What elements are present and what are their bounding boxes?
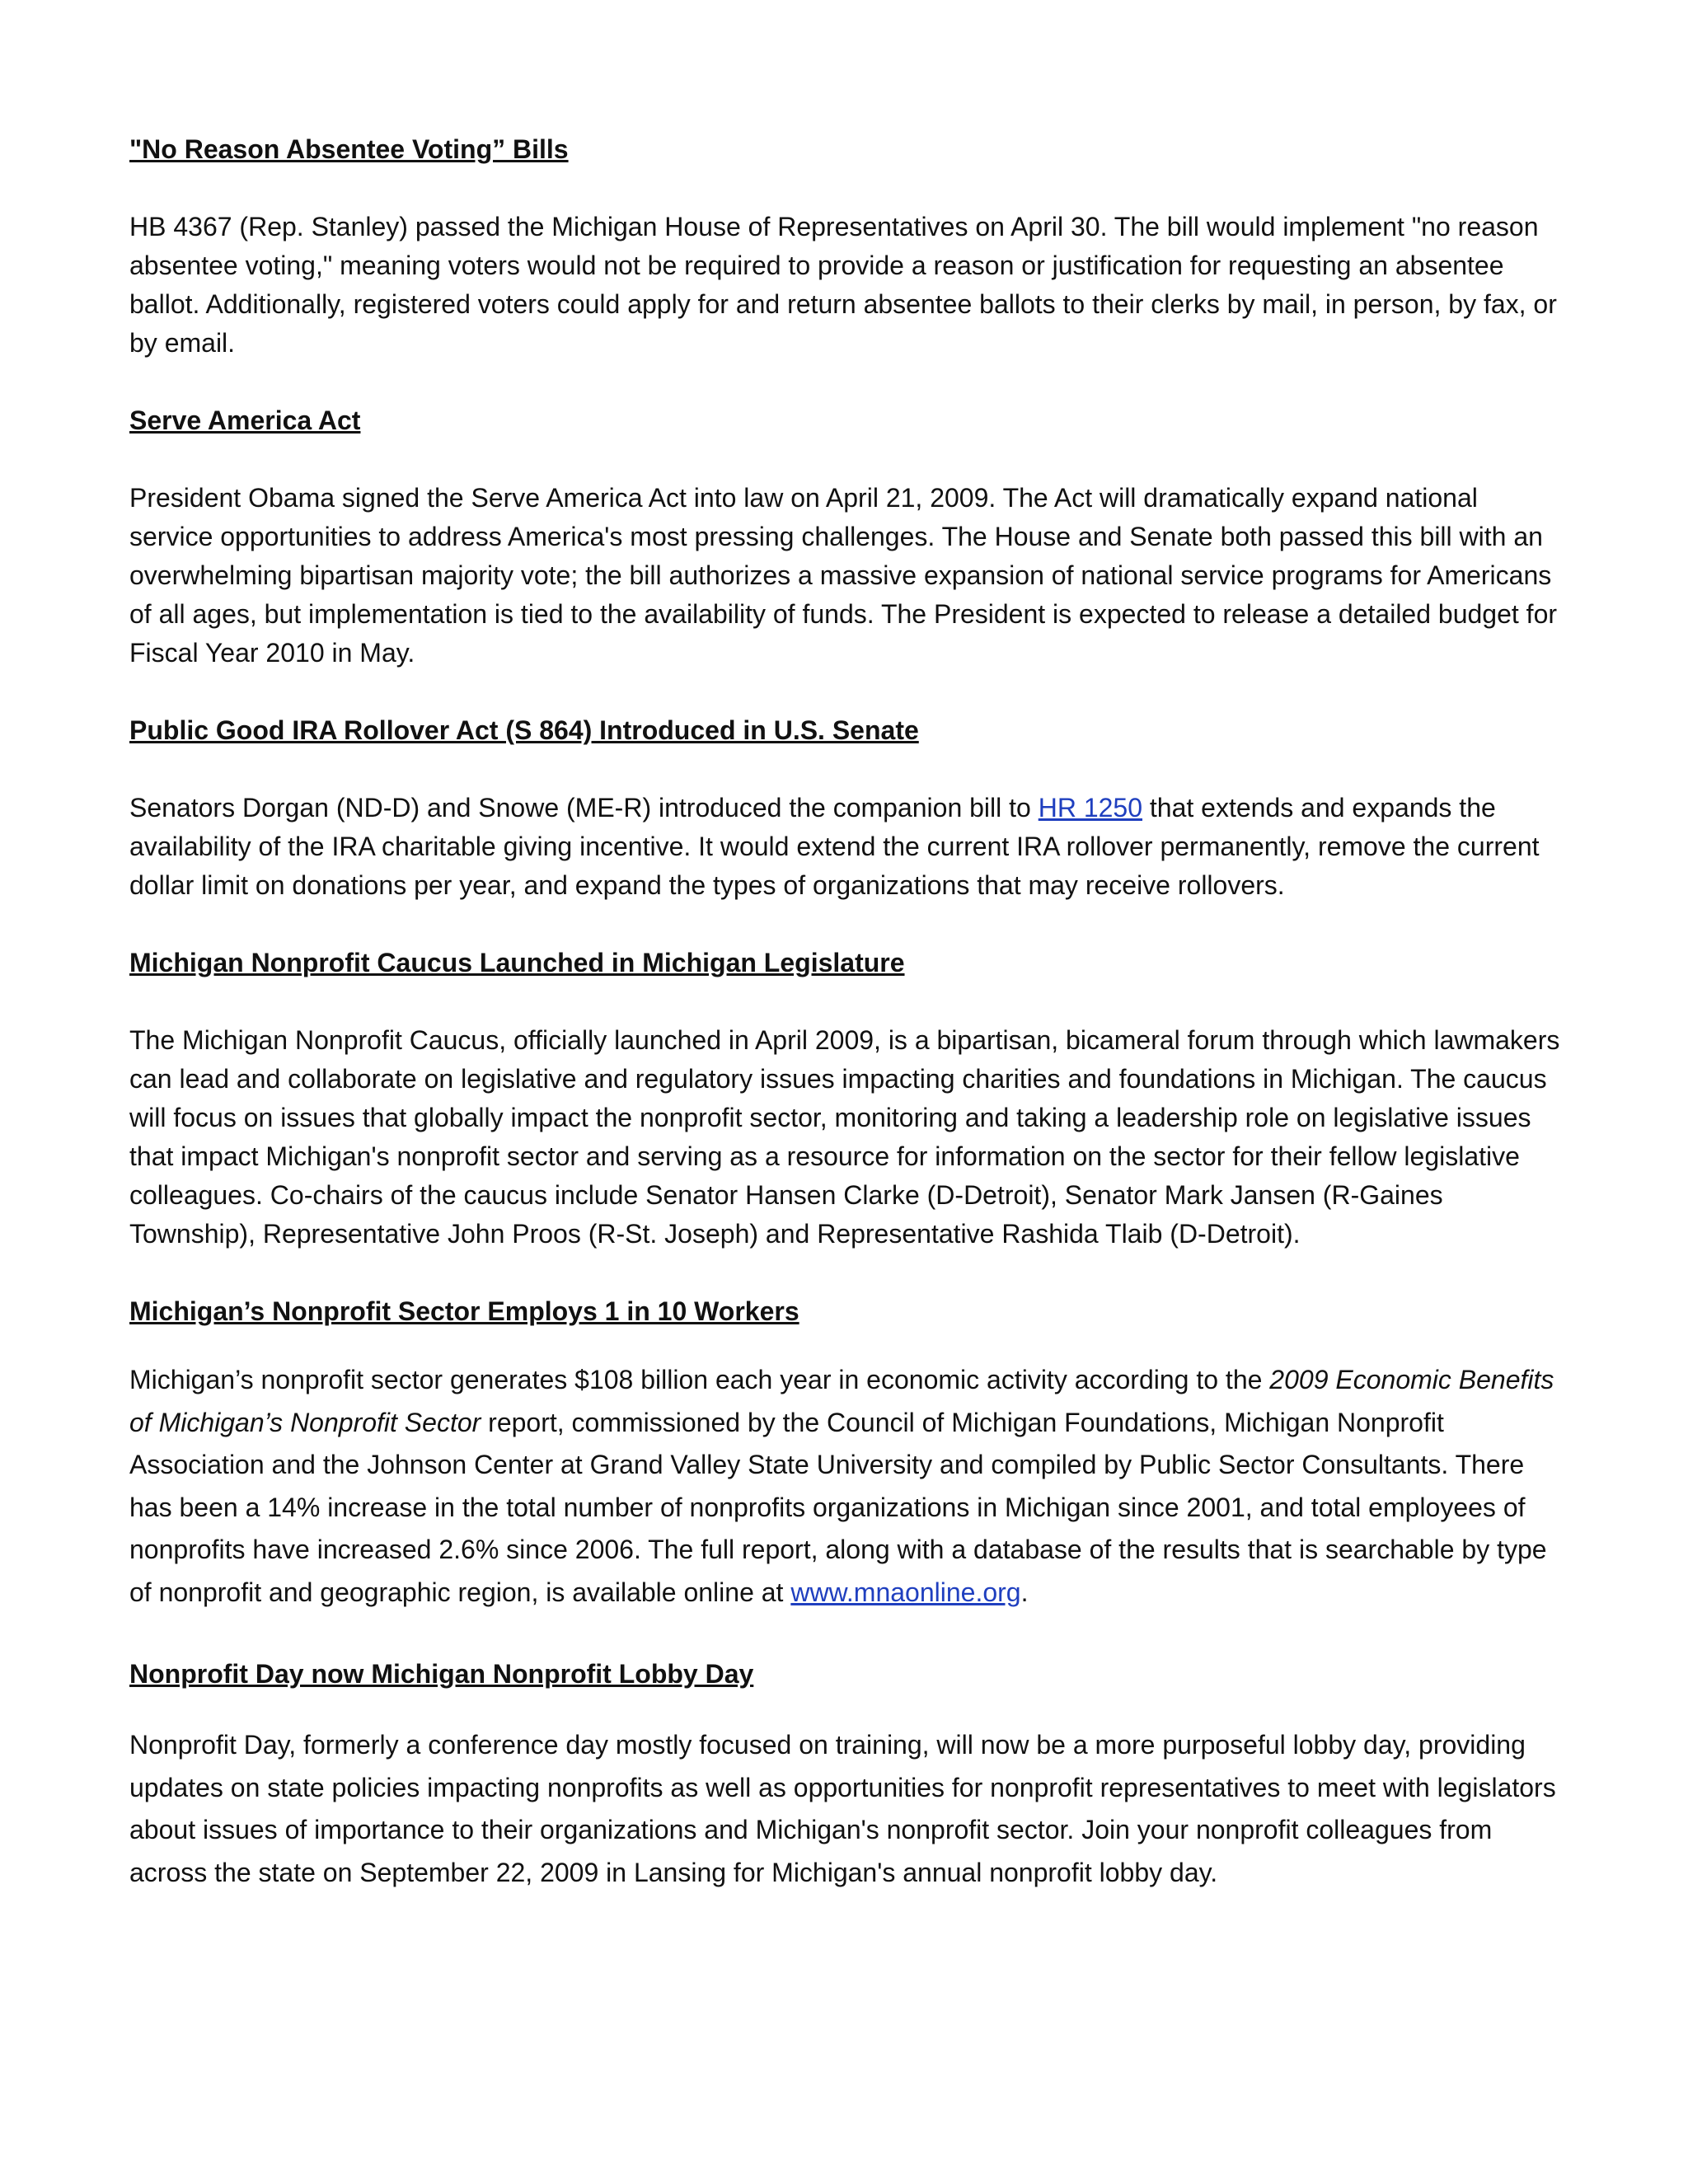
section-body-lobby-day: Nonprofit Day, formerly a conference day mostly focused on training, will now be a more purposeful lobby day, providing updates on state policies impacting nonprofits as well as opportunities for nonprofit representatives to meet with legislators about issues of importance to their organizations and Michigan's nonprofit sector. Join your nonprofit colleagues from across the state on September 22, 2009 in Lansing for Michigan's annual nonprofit lobby day. — [129, 1730, 1556, 1887]
section-body-ira-rollover — [129, 789, 1564, 905]
ira-body-text-start: Senators Dorgan (ND-D) and Snowe (ME-R) introduced the companion bill to — [129, 793, 1039, 823]
hr-1250-link[interactable]: HR 1250 — [1038, 793, 1143, 823]
document-page — [129, 130, 1564, 1894]
section-title-nonprofit-sector-employs: Michigan’s Nonprofit Sector Employs 1 in 10 Workers — [129, 1296, 799, 1326]
mnaonline-link[interactable]: www.mnaonline.org — [790, 1577, 1021, 1607]
section-body-nonprofit-sector-employs — [129, 1359, 1564, 1614]
section-title-serve-america-act: Serve America Act — [129, 405, 361, 435]
section-body-nonprofit-caucus: The Michigan Nonprofit Caucus, officially launched in April 2009, is a bipartisan, bicameral forum through which lawmakers can lead and collaborate on legislative and regulatory issues impacting charities and foundations in Michigan. The caucus will focus on issues that globally impact the nonprofit sector, monitoring and taking a leadership role on legislative issues that impact Michigan's nonprofit sector and serving as a resource for information on the sector for their fellow legislative colleagues. Co-chairs of the caucus include Senator Hansen Clarke (D-Detroit), Senator Mark Jansen (R-Gaines Township), Representative John Proos (R-St. Joseph) and Representative Rashida Tlaib (D-Detroit). — [129, 1025, 1560, 1249]
sector-body-text-start: Michigan’s nonprofit sector generates $108 billion each year in economic activity according to the — [129, 1365, 1270, 1394]
section-body-serve-america-act: President Obama signed the Serve America Act into law on April 21, 2009. The Act will dramatically expand national service opportunities to address America's most pressing challenges. The House and Senate both passed this bill with an overwhelming bipartisan majority vote; the bill authorizes a massive expansion of national service programs for Americans of all ages, but implementation is tied to the availability of funds. The President is expected to release a detailed budget for Fiscal Year 2010 in May. — [129, 483, 1558, 668]
section-title-nonprofit-caucus: Michigan Nonprofit Caucus Launched in Michigan Legislature — [129, 948, 905, 977]
sector-body-text-end: . — [1020, 1577, 1029, 1607]
section-title-lobby-day: Nonprofit Day now Michigan Nonprofit Lobby Day — [129, 1659, 754, 1689]
sector-body-text-middle: report, commissioned by the Council of Michigan Foundations, Michigan Nonprofit Association and the Johnson Center at Grand Valley State University and compiled by Public Sector Consultants. There has been a 14% increase in the total number of nonprofits organizations in Michigan since 2001, and total employees of nonprofits have increased 2.6% since 2006. The full report, along with a database of the results that is searchable by type of nonprofit and geographic region, is available online at — [129, 1407, 1547, 1607]
ira-body-text-end: that extends and expands the availability of the IRA charitable giving incentive. It would extend the current IRA rollover permanently, remove the current dollar limit on donations per year, and expand the types of organizations that may receive rollovers. — [129, 793, 1540, 900]
section-body-absentee-voting: HB 4367 (Rep. Stanley) passed the Michigan House of Representatives on April 30. The bill would implement "no reason absentee voting," meaning voters would not be required to provide a reason or justification for requesting an absentee ballot. Additionally, registered voters could apply for and return absentee ballots to their clerks by mail, in person, by fax, or by email. — [129, 212, 1557, 358]
report-title-italic: 2009 Economic Benefits of Michigan’s Nonprofit Sector — [129, 1365, 1554, 1437]
section-title-absentee-voting: "No Reason Absentee Voting” Bills — [129, 134, 569, 164]
section-title-ira-rollover: Public Good IRA Rollover Act (S 864) Introduced in U.S. Senate — [129, 715, 919, 745]
